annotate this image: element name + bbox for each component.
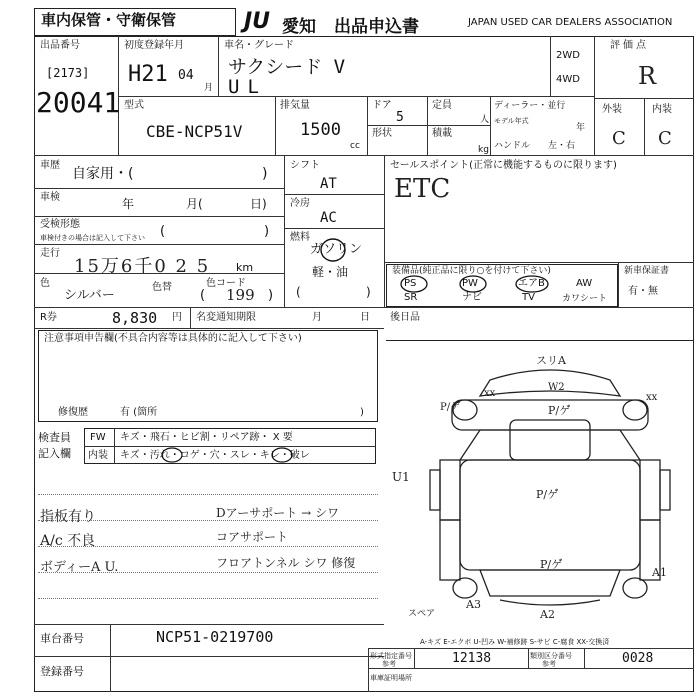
fuel-diesel: 軽・油 — [312, 265, 349, 279]
mark-p3: P/ゲ゙ — [540, 558, 563, 571]
color-value: シルバー — [64, 288, 115, 303]
history-value: 自家用・( — [72, 166, 134, 182]
interior-check-items: キズ・汚れ・コゲ・穴・スレ・キレ・破レ — [120, 450, 310, 461]
exterior-score: C — [612, 128, 626, 149]
equip-leather: カワシート — [562, 294, 608, 304]
note-line-2: A/c 不良 — [40, 533, 96, 549]
equip-aw: AW — [576, 278, 593, 289]
repair-label: 修復歴 — [58, 407, 88, 418]
model-label: 車名・グレード — [224, 40, 294, 51]
color-code-label: 色コード — [206, 278, 246, 289]
note-line-2b: コアサポート — [216, 530, 289, 544]
mark-top: スリA — [536, 354, 566, 367]
color-label: 色 — [40, 278, 50, 289]
mark-p4: P/ゲ゙ — [440, 402, 461, 413]
category-label: 類別区分番号 — [530, 652, 572, 660]
mark-xx-right: xx — [646, 392, 658, 403]
damage-legend: A-キズ E-エクボ U-凹み W-補修跡 S-サビ C-腐食 XX-交換済 — [420, 638, 610, 646]
form-header — [244, 8, 694, 36]
color-change-label: 色替 — [152, 282, 172, 293]
lot-number-value: 20041 — [36, 86, 121, 119]
spare-label: スペア — [408, 609, 436, 619]
interior-check-label: 内装 — [88, 450, 108, 461]
mileage-unit: km — [236, 261, 254, 274]
sales-points-label: セールスポイント(正常に機能するものに限ります) — [390, 160, 617, 171]
sales-points-value: ETC — [394, 174, 451, 204]
inspector-label-2: 記入欄 — [38, 447, 71, 460]
storage-label: 車内保管・守衛保管 — [41, 11, 177, 29]
caution-label: 注意事項申告欄(不具合内容等は具体的に記入して下さい) — [44, 333, 302, 344]
interior-label: 内装 — [652, 104, 672, 115]
mark-xx-left: xx — [484, 388, 496, 399]
buyer-note-label: 後日品 — [390, 312, 420, 323]
org-name: 愛知 — [282, 17, 316, 37]
equip-navi: ナビ — [462, 292, 482, 303]
fuel-label: 燃料 — [290, 232, 310, 243]
displacement-value: 1500 — [300, 120, 341, 140]
fuel-gasoline: ガソリン — [310, 242, 363, 257]
drive-2wd: 2WD — [556, 50, 580, 61]
equip-airbag: エアB — [518, 278, 545, 289]
note-line-1: 指板有り — [40, 509, 96, 525]
mark-u1: U1 — [392, 470, 410, 484]
model-cert-value: 12138 — [452, 651, 492, 666]
repair-value: 有 (箇所 — [120, 407, 158, 418]
form-title: 出品申込書 — [334, 17, 419, 37]
plate-label: 登録番号 — [40, 665, 84, 678]
score-label: 評価点 — [610, 40, 649, 51]
equip-tv: TV — [522, 292, 535, 303]
exterior-label: 外装 — [602, 104, 622, 115]
first-reg-year: H21 — [128, 62, 168, 87]
warranty-value: 有・無 — [628, 286, 658, 297]
load-unit: kg — [478, 145, 489, 155]
cooler-value: AC — [320, 210, 337, 226]
model-cert-label: 形式指定番号 — [370, 652, 412, 660]
mark-w2: W2 — [548, 382, 565, 393]
r-ticket-value: 8,830 — [112, 309, 158, 327]
mark-a3: A3 — [466, 598, 481, 611]
equipment-circles — [398, 274, 558, 294]
ju-logo: JU — [244, 9, 271, 34]
interior-score: C — [658, 128, 672, 149]
displacement-unit: cc — [350, 141, 360, 151]
chassis-value: NCP51-0219700 — [156, 628, 274, 646]
inspection-label: 車検 — [40, 192, 60, 203]
storage-label-box — [34, 8, 236, 36]
equipment-label: 装備品(純正品に限り○を付けて下さい) — [392, 266, 551, 276]
type-value: CBE-NCP51V — [146, 122, 243, 141]
dealer-label: ディーラー・並行 — [494, 101, 566, 111]
name-change-label: 名変通知期限 — [196, 312, 256, 323]
r-ticket-label: R券 — [40, 312, 57, 323]
month-unit: 月 — [204, 83, 214, 93]
load-label: 積載 — [432, 128, 452, 139]
fw-items: キズ・飛石・ヒビ割・リペア跡・ X 要 — [120, 432, 293, 443]
capacity-unit: 人 — [480, 115, 490, 125]
score-value: R — [638, 62, 657, 90]
doors-value: 5 — [396, 110, 404, 125]
interior-check-circles — [150, 446, 330, 464]
first-reg-label: 初度登録年月 — [124, 40, 184, 51]
category-value: 0028 — [622, 651, 654, 666]
color-code-value: 199 — [226, 286, 255, 304]
fuel-selected-circle — [319, 237, 347, 263]
place-label: 車庫証明場所 — [370, 674, 412, 682]
model-grade: UL — [228, 76, 267, 98]
capacity-label: 定員 — [432, 100, 452, 111]
lot-number-label: 出品番号 — [40, 40, 80, 51]
association-name: JAPAN USED CAR DEALERS ASSOCIATION — [468, 17, 673, 28]
doors-label: ドア — [372, 100, 392, 111]
mark-p2: P/ゲ゙ — [536, 488, 559, 501]
note-line-1b: Dアーサポート → シワ — [216, 506, 339, 520]
drive-4wd: 4WD — [556, 74, 580, 85]
mark-a2: A2 — [540, 608, 555, 621]
acceptance-note: 車検付きの場合は記入して下さい — [40, 234, 145, 242]
handle-label: ハンドル — [494, 141, 531, 151]
warranty-label: 新車保証書 — [624, 266, 670, 276]
shift-label: シフト — [290, 160, 320, 171]
shape-label: 形状 — [372, 128, 392, 139]
model-name: サクシード V — [228, 56, 346, 78]
handle-value: 左・右 — [548, 141, 576, 151]
equip-ps: PS — [404, 278, 417, 289]
chassis-label: 車台番号 — [40, 632, 84, 645]
inspector-label-1: 検査員 — [38, 431, 71, 444]
displacement-label: 排気量 — [280, 100, 310, 111]
mark-p1: P/ゲ゙ — [548, 404, 571, 417]
type-label: 型式 — [124, 100, 144, 111]
acceptance-label: 受検形態 — [40, 219, 80, 230]
r-ticket-unit: 円 — [172, 312, 182, 323]
mileage-label: 走行 — [40, 248, 60, 259]
note-line-3b: フロアトンネル シワ 修復 — [216, 556, 356, 570]
model-year-label: モデル年式 — [494, 117, 529, 125]
mileage-value: 15万6千0 2 5 — [74, 256, 211, 277]
shift-value: AT — [320, 176, 337, 192]
lot-sub-value: [2173] — [46, 66, 90, 80]
fw-label: FW — [90, 432, 106, 443]
first-reg-month: 04 — [178, 68, 194, 83]
equip-sr: SR — [404, 292, 418, 303]
cooler-label: 冷房 — [290, 198, 310, 209]
equip-pw: PW — [462, 278, 478, 289]
history-label: 車歴 — [40, 160, 60, 171]
mark-a1: A1 — [652, 566, 667, 579]
model-year-unit: 年 — [576, 123, 586, 133]
note-line-3: ボディーA U. — [40, 560, 119, 575]
